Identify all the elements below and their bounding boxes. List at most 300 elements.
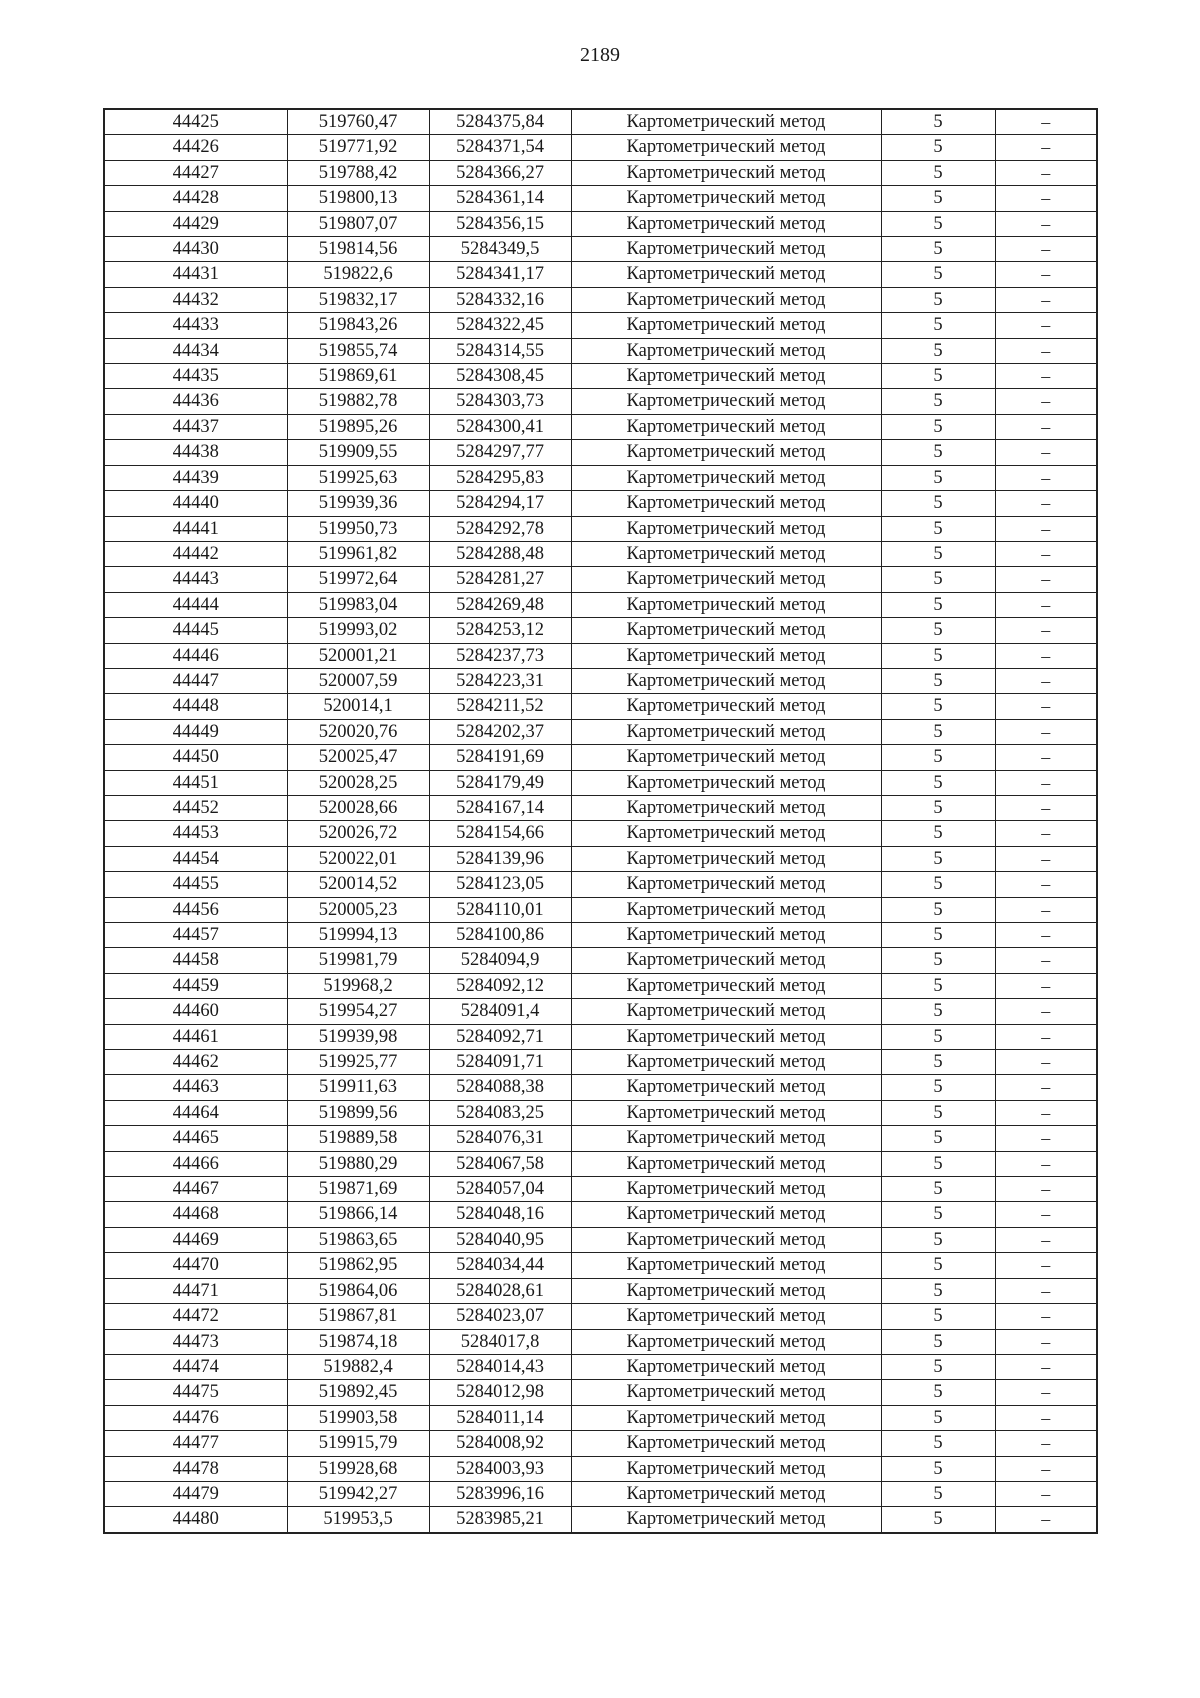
accuracy-cell: 5 — [881, 745, 995, 770]
point-number-cell: 44457 — [104, 923, 287, 948]
method-cell: Картометрический метод — [571, 1278, 881, 1303]
y-coordinate-cell: 5284366,27 — [429, 160, 571, 185]
y-coordinate-cell: 5284294,17 — [429, 491, 571, 516]
y-coordinate-cell: 5284034,44 — [429, 1253, 571, 1278]
y-coordinate-cell: 5284091,71 — [429, 1050, 571, 1075]
accuracy-cell: 5 — [881, 1050, 995, 1075]
description-cell: – — [995, 923, 1097, 948]
accuracy-cell: 5 — [881, 1177, 995, 1202]
description-cell: – — [995, 1151, 1097, 1176]
table-row — [104, 1329, 1097, 1354]
x-coordinate-cell: 519843,26 — [287, 313, 429, 338]
x-coordinate-cell: 520028,25 — [287, 770, 429, 795]
x-coordinate-cell: 520020,76 — [287, 719, 429, 744]
accuracy-cell: 5 — [881, 313, 995, 338]
table-row — [104, 516, 1097, 541]
point-number-cell: 44479 — [104, 1481, 287, 1506]
x-coordinate-cell: 519928,68 — [287, 1456, 429, 1481]
description-cell: – — [995, 1126, 1097, 1151]
x-coordinate-cell: 520025,47 — [287, 745, 429, 770]
method-cell: Картометрический метод — [571, 338, 881, 363]
x-coordinate-cell: 520007,59 — [287, 668, 429, 693]
accuracy-cell: 5 — [881, 973, 995, 998]
accuracy-cell: 5 — [881, 491, 995, 516]
table-row — [104, 211, 1097, 236]
method-cell: Картометрический метод — [571, 389, 881, 414]
accuracy-cell: 5 — [881, 694, 995, 719]
y-coordinate-cell: 5284375,84 — [429, 109, 571, 135]
x-coordinate-cell: 519909,55 — [287, 440, 429, 465]
point-number-cell: 44426 — [104, 135, 287, 160]
x-coordinate-cell: 519800,13 — [287, 186, 429, 211]
description-cell: – — [995, 1354, 1097, 1379]
x-coordinate-cell: 519864,06 — [287, 1278, 429, 1303]
y-coordinate-cell: 5283985,21 — [429, 1507, 571, 1533]
table-row — [104, 313, 1097, 338]
table-row — [104, 1456, 1097, 1481]
point-number-cell: 44459 — [104, 973, 287, 998]
description-cell: – — [995, 211, 1097, 236]
method-cell: Картометрический метод — [571, 592, 881, 617]
y-coordinate-cell: 5284211,52 — [429, 694, 571, 719]
y-coordinate-cell: 5284048,16 — [429, 1202, 571, 1227]
method-cell: Картометрический метод — [571, 1202, 881, 1227]
table-row — [104, 973, 1097, 998]
point-number-cell: 44466 — [104, 1151, 287, 1176]
point-number-cell: 44452 — [104, 795, 287, 820]
description-cell: – — [995, 1431, 1097, 1456]
accuracy-cell: 5 — [881, 897, 995, 922]
table-row — [104, 1050, 1097, 1075]
method-cell: Картометрический метод — [571, 999, 881, 1024]
method-cell: Картометрический метод — [571, 846, 881, 871]
y-coordinate-cell: 5284076,31 — [429, 1126, 571, 1151]
method-cell: Картометрический метод — [571, 186, 881, 211]
accuracy-cell: 5 — [881, 1024, 995, 1049]
description-cell: – — [995, 338, 1097, 363]
point-number-cell: 44448 — [104, 694, 287, 719]
y-coordinate-cell: 5284003,93 — [429, 1456, 571, 1481]
x-coordinate-cell: 519953,5 — [287, 1507, 429, 1533]
y-coordinate-cell: 5284223,31 — [429, 668, 571, 693]
table-row — [104, 338, 1097, 363]
y-coordinate-cell: 5284057,04 — [429, 1177, 571, 1202]
method-cell: Картометрический метод — [571, 618, 881, 643]
accuracy-cell: 5 — [881, 1151, 995, 1176]
method-cell: Картометрический метод — [571, 516, 881, 541]
accuracy-cell: 5 — [881, 643, 995, 668]
table-row — [104, 491, 1097, 516]
accuracy-cell: 5 — [881, 567, 995, 592]
description-cell: – — [995, 440, 1097, 465]
x-coordinate-cell: 519874,18 — [287, 1329, 429, 1354]
accuracy-cell: 5 — [881, 211, 995, 236]
table-row — [104, 1253, 1097, 1278]
x-coordinate-cell: 519822,6 — [287, 262, 429, 287]
accuracy-cell: 5 — [881, 1278, 995, 1303]
description-cell: – — [995, 135, 1097, 160]
method-cell: Картометрический метод — [571, 1507, 881, 1533]
accuracy-cell: 5 — [881, 1507, 995, 1533]
point-number-cell: 44458 — [104, 948, 287, 973]
description-cell: – — [995, 668, 1097, 693]
method-cell: Картометрический метод — [571, 643, 881, 668]
point-number-cell: 44480 — [104, 1507, 287, 1533]
accuracy-cell: 5 — [881, 770, 995, 795]
method-cell: Картометрический метод — [571, 1304, 881, 1329]
accuracy-cell: 5 — [881, 1456, 995, 1481]
point-number-cell: 44470 — [104, 1253, 287, 1278]
method-cell: Картометрический метод — [571, 135, 881, 160]
x-coordinate-cell: 519911,63 — [287, 1075, 429, 1100]
y-coordinate-cell: 5284123,05 — [429, 872, 571, 897]
x-coordinate-cell: 519983,04 — [287, 592, 429, 617]
description-cell: – — [995, 1329, 1097, 1354]
accuracy-cell: 5 — [881, 795, 995, 820]
y-coordinate-cell: 5283996,16 — [429, 1481, 571, 1506]
table-row — [104, 592, 1097, 617]
y-coordinate-cell: 5284349,5 — [429, 237, 571, 262]
point-number-cell: 44427 — [104, 160, 287, 185]
point-number-cell: 44444 — [104, 592, 287, 617]
accuracy-cell: 5 — [881, 338, 995, 363]
x-coordinate-cell: 519814,56 — [287, 237, 429, 262]
table-row — [104, 287, 1097, 312]
point-number-cell: 44456 — [104, 897, 287, 922]
method-cell: Картометрический метод — [571, 694, 881, 719]
point-number-cell: 44453 — [104, 821, 287, 846]
table-row — [104, 668, 1097, 693]
table-row — [104, 1227, 1097, 1252]
page-number: 2189 — [580, 44, 620, 66]
point-number-cell: 44437 — [104, 414, 287, 439]
x-coordinate-cell: 519807,07 — [287, 211, 429, 236]
method-cell: Картометрический метод — [571, 491, 881, 516]
accuracy-cell: 5 — [881, 1329, 995, 1354]
description-cell: – — [995, 1075, 1097, 1100]
accuracy-cell: 5 — [881, 541, 995, 566]
point-number-cell: 44464 — [104, 1100, 287, 1125]
description-cell: – — [995, 694, 1097, 719]
description-cell: – — [995, 160, 1097, 185]
y-coordinate-cell: 5284314,55 — [429, 338, 571, 363]
method-cell: Картометрический метод — [571, 1329, 881, 1354]
y-coordinate-cell: 5284202,37 — [429, 719, 571, 744]
y-coordinate-cell: 5284356,15 — [429, 211, 571, 236]
table-row — [104, 567, 1097, 592]
y-coordinate-cell: 5284014,43 — [429, 1354, 571, 1379]
accuracy-cell: 5 — [881, 1202, 995, 1227]
table-row — [104, 1278, 1097, 1303]
y-coordinate-cell: 5284292,78 — [429, 516, 571, 541]
table-row — [104, 1177, 1097, 1202]
x-coordinate-cell: 519882,78 — [287, 389, 429, 414]
x-coordinate-cell: 519880,29 — [287, 1151, 429, 1176]
y-coordinate-cell: 5284092,71 — [429, 1024, 571, 1049]
accuracy-cell: 5 — [881, 999, 995, 1024]
method-cell: Картометрический метод — [571, 262, 881, 287]
method-cell: Картометрический метод — [571, 923, 881, 948]
y-coordinate-cell: 5284253,12 — [429, 618, 571, 643]
x-coordinate-cell: 519895,26 — [287, 414, 429, 439]
x-coordinate-cell: 519939,36 — [287, 491, 429, 516]
x-coordinate-cell: 519925,63 — [287, 465, 429, 490]
table-row — [104, 160, 1097, 185]
method-cell: Картометрический метод — [571, 1100, 881, 1125]
point-number-cell: 44451 — [104, 770, 287, 795]
x-coordinate-cell: 519889,58 — [287, 1126, 429, 1151]
table-row — [104, 745, 1097, 770]
y-coordinate-cell: 5284011,14 — [429, 1405, 571, 1430]
method-cell: Картометрический метод — [571, 1431, 881, 1456]
method-cell: Картометрический метод — [571, 1050, 881, 1075]
y-coordinate-cell: 5284300,41 — [429, 414, 571, 439]
accuracy-cell: 5 — [881, 668, 995, 693]
accuracy-cell: 5 — [881, 1253, 995, 1278]
y-coordinate-cell: 5284332,16 — [429, 287, 571, 312]
method-cell: Картометрический метод — [571, 1253, 881, 1278]
table-row — [104, 770, 1097, 795]
point-number-cell: 44441 — [104, 516, 287, 541]
method-cell: Картометрический метод — [571, 872, 881, 897]
accuracy-cell: 5 — [881, 516, 995, 541]
y-coordinate-cell: 5284179,49 — [429, 770, 571, 795]
description-cell: – — [995, 186, 1097, 211]
method-cell: Картометрический метод — [571, 1405, 881, 1430]
description-cell: – — [995, 287, 1097, 312]
x-coordinate-cell: 519993,02 — [287, 618, 429, 643]
point-number-cell: 44462 — [104, 1050, 287, 1075]
y-coordinate-cell: 5284303,73 — [429, 389, 571, 414]
description-cell: – — [995, 389, 1097, 414]
y-coordinate-cell: 5284091,4 — [429, 999, 571, 1024]
table-row — [104, 795, 1097, 820]
table-row — [104, 135, 1097, 160]
x-coordinate-cell: 519871,69 — [287, 1177, 429, 1202]
table-row — [104, 109, 1097, 135]
method-cell: Картометрический метод — [571, 211, 881, 236]
description-cell: – — [995, 1177, 1097, 1202]
point-number-cell: 44478 — [104, 1456, 287, 1481]
y-coordinate-cell: 5284322,45 — [429, 313, 571, 338]
point-number-cell: 44467 — [104, 1177, 287, 1202]
accuracy-cell: 5 — [881, 872, 995, 897]
y-coordinate-cell: 5284040,95 — [429, 1227, 571, 1252]
point-number-cell: 44430 — [104, 237, 287, 262]
x-coordinate-cell: 520014,52 — [287, 872, 429, 897]
x-coordinate-cell: 519866,14 — [287, 1202, 429, 1227]
accuracy-cell: 5 — [881, 1405, 995, 1430]
description-cell: – — [995, 948, 1097, 973]
x-coordinate-cell: 519942,27 — [287, 1481, 429, 1506]
coordinates-table — [103, 108, 1098, 1534]
description-cell: – — [995, 465, 1097, 490]
point-number-cell: 44434 — [104, 338, 287, 363]
table-row — [104, 1354, 1097, 1379]
x-coordinate-cell: 519981,79 — [287, 948, 429, 973]
description-cell: – — [995, 643, 1097, 668]
x-coordinate-cell: 519832,17 — [287, 287, 429, 312]
y-coordinate-cell: 5284023,07 — [429, 1304, 571, 1329]
point-number-cell: 44435 — [104, 364, 287, 389]
y-coordinate-cell: 5284237,73 — [429, 643, 571, 668]
accuracy-cell: 5 — [881, 1380, 995, 1405]
y-coordinate-cell: 5284167,14 — [429, 795, 571, 820]
accuracy-cell: 5 — [881, 1227, 995, 1252]
table-row — [104, 923, 1097, 948]
point-number-cell: 44432 — [104, 287, 287, 312]
description-cell: – — [995, 1405, 1097, 1430]
description-cell: – — [995, 1100, 1097, 1125]
method-cell: Картометрический метод — [571, 287, 881, 312]
y-coordinate-cell: 5284371,54 — [429, 135, 571, 160]
x-coordinate-cell: 519939,98 — [287, 1024, 429, 1049]
description-cell: – — [995, 1024, 1097, 1049]
point-number-cell: 44436 — [104, 389, 287, 414]
method-cell: Картометрический метод — [571, 440, 881, 465]
accuracy-cell: 5 — [881, 465, 995, 490]
x-coordinate-cell: 519760,47 — [287, 109, 429, 135]
x-coordinate-cell: 519771,92 — [287, 135, 429, 160]
table-row — [104, 1126, 1097, 1151]
table-row — [104, 237, 1097, 262]
table-row — [104, 618, 1097, 643]
accuracy-cell: 5 — [881, 186, 995, 211]
accuracy-cell: 5 — [881, 592, 995, 617]
description-cell: – — [995, 414, 1097, 439]
method-cell: Картометрический метод — [571, 795, 881, 820]
description-cell: – — [995, 567, 1097, 592]
y-coordinate-cell: 5284297,77 — [429, 440, 571, 465]
method-cell: Картометрический метод — [571, 973, 881, 998]
x-coordinate-cell: 519862,95 — [287, 1253, 429, 1278]
x-coordinate-cell: 520022,01 — [287, 846, 429, 871]
y-coordinate-cell: 5284269,48 — [429, 592, 571, 617]
y-coordinate-cell: 5284012,98 — [429, 1380, 571, 1405]
point-number-cell: 44454 — [104, 846, 287, 871]
method-cell: Картометрический метод — [571, 1456, 881, 1481]
y-coordinate-cell: 5284154,66 — [429, 821, 571, 846]
description-cell: – — [995, 237, 1097, 262]
table-row — [104, 1507, 1097, 1533]
point-number-cell: 44445 — [104, 618, 287, 643]
point-number-cell: 44474 — [104, 1354, 287, 1379]
accuracy-cell: 5 — [881, 237, 995, 262]
y-coordinate-cell: 5284017,8 — [429, 1329, 571, 1354]
table-row — [104, 643, 1097, 668]
x-coordinate-cell: 519950,73 — [287, 516, 429, 541]
accuracy-cell: 5 — [881, 846, 995, 871]
description-cell: – — [995, 897, 1097, 922]
description-cell: – — [995, 1227, 1097, 1252]
description-cell: – — [995, 516, 1097, 541]
y-coordinate-cell: 5284288,48 — [429, 541, 571, 566]
method-cell: Картометрический метод — [571, 414, 881, 439]
description-cell: – — [995, 364, 1097, 389]
method-cell: Картометрический метод — [571, 567, 881, 592]
accuracy-cell: 5 — [881, 719, 995, 744]
description-cell: – — [995, 313, 1097, 338]
accuracy-cell: 5 — [881, 821, 995, 846]
method-cell: Картометрический метод — [571, 1024, 881, 1049]
description-cell: – — [995, 770, 1097, 795]
accuracy-cell: 5 — [881, 160, 995, 185]
method-cell: Картометрический метод — [571, 897, 881, 922]
x-coordinate-cell: 519972,64 — [287, 567, 429, 592]
y-coordinate-cell: 5284088,38 — [429, 1075, 571, 1100]
y-coordinate-cell: 5284361,14 — [429, 186, 571, 211]
accuracy-cell: 5 — [881, 287, 995, 312]
y-coordinate-cell: 5284092,12 — [429, 973, 571, 998]
method-cell: Картометрический метод — [571, 1481, 881, 1506]
y-coordinate-cell: 5284341,17 — [429, 262, 571, 287]
y-coordinate-cell: 5284094,9 — [429, 948, 571, 973]
point-number-cell: 44447 — [104, 668, 287, 693]
method-cell: Картометрический метод — [571, 1177, 881, 1202]
accuracy-cell: 5 — [881, 109, 995, 135]
point-number-cell: 44471 — [104, 1278, 287, 1303]
method-cell: Картометрический метод — [571, 1380, 881, 1405]
y-coordinate-cell: 5284083,25 — [429, 1100, 571, 1125]
point-number-cell: 44442 — [104, 541, 287, 566]
x-coordinate-cell: 519855,74 — [287, 338, 429, 363]
method-cell: Картометрический метод — [571, 821, 881, 846]
point-number-cell: 44450 — [104, 745, 287, 770]
point-number-cell: 44455 — [104, 872, 287, 897]
y-coordinate-cell: 5284067,58 — [429, 1151, 571, 1176]
table-row — [104, 440, 1097, 465]
table-row — [104, 465, 1097, 490]
point-number-cell: 44443 — [104, 567, 287, 592]
y-coordinate-cell: 5284028,61 — [429, 1278, 571, 1303]
table-row — [104, 1380, 1097, 1405]
method-cell: Картометрический метод — [571, 745, 881, 770]
point-number-cell: 44433 — [104, 313, 287, 338]
description-cell: – — [995, 1253, 1097, 1278]
method-cell: Картометрический метод — [571, 1151, 881, 1176]
table-row — [104, 897, 1097, 922]
x-coordinate-cell: 520005,23 — [287, 897, 429, 922]
method-cell: Картометрический метод — [571, 364, 881, 389]
method-cell: Картометрический метод — [571, 1075, 881, 1100]
x-coordinate-cell: 519994,13 — [287, 923, 429, 948]
point-number-cell: 44438 — [104, 440, 287, 465]
table-row — [104, 414, 1097, 439]
accuracy-cell: 5 — [881, 389, 995, 414]
point-number-cell: 44461 — [104, 1024, 287, 1049]
point-number-cell: 44428 — [104, 186, 287, 211]
y-coordinate-cell: 5284139,96 — [429, 846, 571, 871]
method-cell: Картометрический метод — [571, 1354, 881, 1379]
table-row — [104, 1100, 1097, 1125]
table-row — [104, 1151, 1097, 1176]
accuracy-cell: 5 — [881, 135, 995, 160]
x-coordinate-cell: 519869,61 — [287, 364, 429, 389]
accuracy-cell: 5 — [881, 1431, 995, 1456]
table-row — [104, 1431, 1097, 1456]
description-cell: – — [995, 973, 1097, 998]
method-cell: Картометрический метод — [571, 948, 881, 973]
point-number-cell: 44460 — [104, 999, 287, 1024]
description-cell: – — [995, 1304, 1097, 1329]
table-row — [104, 389, 1097, 414]
table-row — [104, 694, 1097, 719]
accuracy-cell: 5 — [881, 262, 995, 287]
x-coordinate-cell: 519863,65 — [287, 1227, 429, 1252]
description-cell: – — [995, 795, 1097, 820]
x-coordinate-cell: 520028,66 — [287, 795, 429, 820]
table-row — [104, 541, 1097, 566]
